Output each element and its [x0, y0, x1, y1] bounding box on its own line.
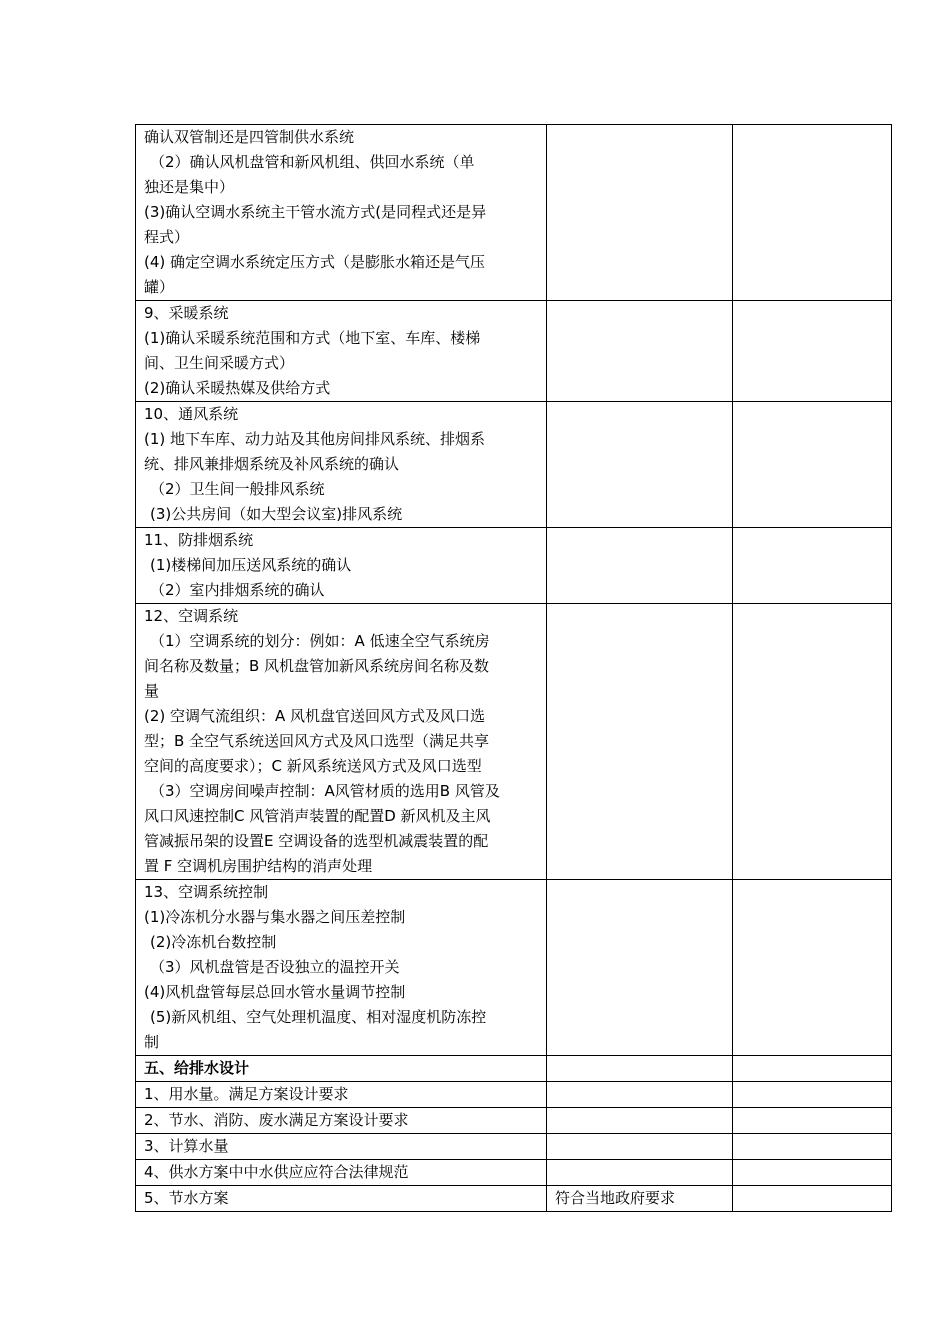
- item-line: 2、节水、消防、废水满足方案设计要求: [144, 1111, 409, 1129]
- item-line: 程式）: [144, 228, 190, 246]
- result-cell: [547, 301, 733, 402]
- item-line: (2) 空调气流组织：A 风机盘官送回风方式及风口选: [144, 707, 486, 725]
- table-row: [136, 1082, 892, 1108]
- result-cell: [547, 1134, 733, 1160]
- item-line: 11、防排烟系统: [144, 531, 254, 549]
- table-row: [136, 1134, 892, 1160]
- table-row: [136, 604, 892, 880]
- review-table: [135, 124, 892, 1212]
- item-cell: [136, 1134, 547, 1160]
- remark-cell: [733, 301, 892, 402]
- item-line: 确认双管制还是四管制供水系统: [144, 128, 355, 146]
- result-cell: [547, 1056, 733, 1082]
- item-line: 间、卫生间采暖方式）: [144, 354, 295, 372]
- item-cell: [136, 880, 547, 1056]
- item-cell: [136, 528, 547, 604]
- remark-cell: [733, 402, 892, 528]
- item-line: 13、空调系统控制: [144, 883, 269, 901]
- item-line: (4)风机盘管每层总回水管水量调节控制: [144, 983, 406, 1001]
- item-cell: [136, 1082, 547, 1108]
- table-row: [136, 1160, 892, 1186]
- item-line: 独还是集中）: [144, 178, 235, 196]
- table-row: [136, 1108, 892, 1134]
- result-cell: [547, 125, 733, 301]
- result-cell: 符合当地政府要求: [547, 1186, 733, 1212]
- item-line: 空间的高度要求）；C 新风系统送风方式及风口选型: [144, 757, 482, 775]
- remark-cell: [733, 528, 892, 604]
- result-cell: [547, 880, 733, 1056]
- section-heading: [136, 1056, 547, 1082]
- item-line: （2）卫生间一般排风系统: [150, 480, 325, 498]
- item-line: (1)楼梯间加压送风系统的确认: [150, 556, 352, 574]
- result-cell: [547, 402, 733, 528]
- item-cell: [136, 1108, 547, 1134]
- item-line: 4、供水方案中中水供应应符合法律规范: [144, 1163, 409, 1181]
- table-row: [136, 402, 892, 528]
- item-line: 统、排风兼排烟系统及补风系统的确认: [144, 455, 400, 473]
- item-line: 管减振吊架的设置E 空调设备的选型机减震装置的配: [144, 832, 489, 850]
- item-line: (2)冷冻机台数控制: [150, 933, 277, 951]
- item-line: （2）确认风机盘管和新风机组、供回水系统（单: [150, 153, 475, 171]
- item-line: 罐）: [144, 278, 175, 296]
- result-cell: [547, 528, 733, 604]
- item-line: （1）空调系统的划分：例如：A 低速全空气系统房: [150, 632, 490, 650]
- result-cell: [547, 1160, 733, 1186]
- remark-cell: [733, 1134, 892, 1160]
- item-line: 型；B 全空气系统送回风方式及风口选型（满足共享: [144, 732, 490, 750]
- item-line: (3)确认空调水系统主干管水流方式(是同程式还是异: [144, 203, 487, 221]
- remark-cell: [733, 1056, 892, 1082]
- item-line: 5、节水方案: [144, 1189, 229, 1207]
- item-line: (1)冷冻机分水器与集水器之间压差控制: [144, 908, 406, 926]
- item-cell: [136, 301, 547, 402]
- item-cell: [136, 604, 547, 880]
- item-line: （2）室内排烟系统的确认: [150, 581, 325, 599]
- item-cell: [136, 125, 547, 301]
- item-line: 制: [144, 1033, 160, 1051]
- table-row: [136, 125, 892, 301]
- section-title: 五、给排水设计: [144, 1059, 250, 1077]
- remark-cell: [733, 880, 892, 1056]
- item-cell: [136, 1186, 547, 1212]
- remark-cell: [733, 125, 892, 301]
- item-line: 量: [144, 682, 160, 700]
- remark-cell: [733, 604, 892, 880]
- item-line: 1、用水量。满足方案设计要求: [144, 1085, 349, 1103]
- remark-cell: [733, 1108, 892, 1134]
- item-line: (1) 地下车库、动力站及其他房间排风系统、排烟系: [144, 430, 486, 448]
- remark-cell: [733, 1082, 892, 1108]
- item-line: (1)确认采暖系统范围和方式（地下室、车库、楼梯: [144, 329, 481, 347]
- item-line: 9、采暖系统: [144, 304, 229, 322]
- item-line: （3）风机盘管是否设独立的温控开关: [150, 958, 400, 976]
- item-line: (2)确认采暖热媒及供给方式: [144, 379, 331, 397]
- item-line: 3、计算水量: [144, 1137, 229, 1155]
- item-cell: [136, 1160, 547, 1186]
- table-row: [136, 301, 892, 402]
- table-row: [136, 1186, 892, 1212]
- item-line: （3）空调房间噪声控制：A风管材质的选用B 风管及: [150, 782, 500, 800]
- remark-cell: [733, 1186, 892, 1212]
- remark-cell: [733, 1160, 892, 1186]
- item-line: 置 F 空调机房围护结构的消声处理: [144, 857, 373, 875]
- table-row: [136, 528, 892, 604]
- result-cell: [547, 604, 733, 880]
- item-line: (5)新风机组、空气处理机温度、相对湿度机防冻控: [150, 1008, 487, 1026]
- item-cell: [136, 402, 547, 528]
- item-line: 间名称及数量；B 风机盘管加新风系统房间名称及数: [144, 657, 490, 675]
- item-line: 12、空调系统: [144, 607, 239, 625]
- result-cell: [547, 1082, 733, 1108]
- item-line: 风口风速控制C 风管消声装置的配置D 新风机及主风: [144, 807, 491, 825]
- result-cell: [547, 1108, 733, 1134]
- table-row: [136, 880, 892, 1056]
- item-line: (4) 确定空调水系统定压方式（是膨胀水箱还是气压: [144, 253, 486, 271]
- item-line: 10、通风系统: [144, 405, 239, 423]
- item-line: (3)公共房间（如大型会议室)排风系统: [150, 505, 403, 523]
- table-row: [136, 1056, 892, 1082]
